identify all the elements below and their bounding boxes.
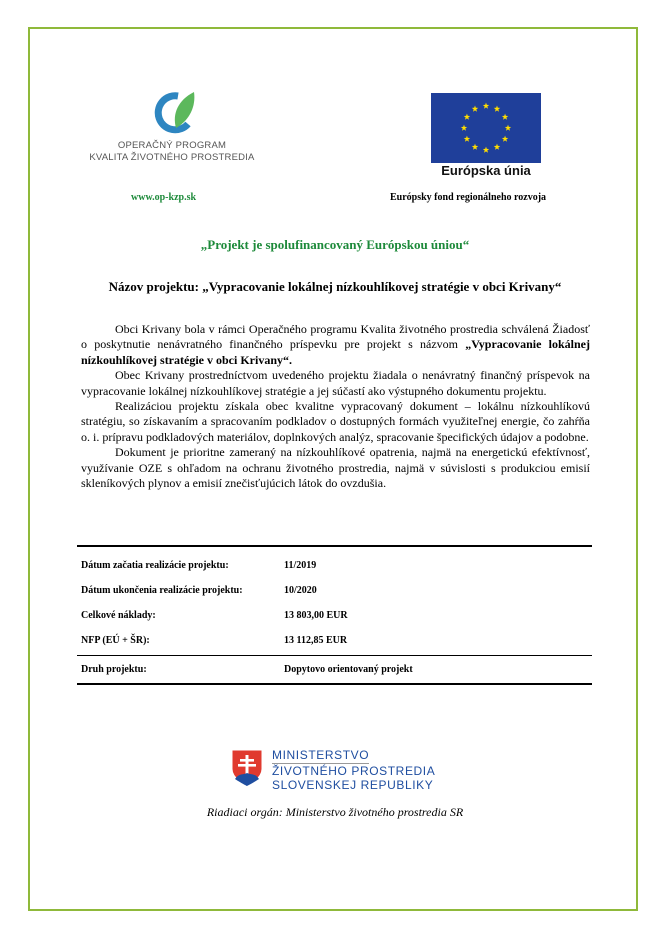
table-row: [77, 553, 592, 578]
managing-authority: Riadiaci orgán: Ministerstvo životného prostredia SR: [206, 805, 464, 819]
eu-label: Európska únia: [441, 163, 531, 178]
table-row: [77, 655, 592, 683]
op-logo-line: OPERAČNÝ PROGRAM: [117, 140, 227, 151]
op-url-link[interactable]: www.op-kzp.sk: [131, 192, 197, 203]
paragraph: Realizáciou projektu získala obec kvalitne vypracovaný dokument – lokálnu nízkouhlíkovú stratégiu, so získavaním a spracovaním podkladov o dostupných formách využiteľnej energie, čo zahŕňa o. i. prípravu podkladových materiálov, doplnkových analýz, spracovanie špecifických údajov a podobne.: [81, 399, 590, 444]
paragraph: Dokument je prioritne zameraný na nízkouhlíkové opatrenia, najmä na energetickú efektívnosť, využívanie OZE s ohľadom na ochranu životného prostredia, najmä v súvislosti s produkciou emisií skleníkových plynov a emisií znečisťujúcich látok do ovzdušia.: [81, 445, 590, 491]
row-value: 10/2020: [284, 585, 317, 596]
op-logo-text: [62, 140, 282, 164]
paragraph-text: Obci Krivany bola v rámci Operačného programu Kvalita životného prostredia schválená Žiadosť o poskytnutie nenávratného finančného príspevku pre projekt s názvom: [81, 322, 590, 352]
op-logo-line: KVALITA ŽIVOTNÉHO PROSTREDIA: [89, 152, 255, 163]
row-value: 11/2019: [284, 560, 317, 571]
row-label: Dátum začatia realizácie projektu:: [81, 560, 229, 571]
eu-fund-label: Európsky fond regionálneho rozvoja: [390, 192, 547, 203]
ministry-line: SLOVENSKEJ REPUBLIKY: [272, 778, 434, 792]
cofinanced-heading: „Projekt je spolufinancovaný Európskou úniou“: [200, 237, 470, 252]
table-row: [77, 578, 592, 603]
op-kzp-logo-icon: [148, 88, 198, 136]
paragraph-bold: „Vypracovanie lokálnej nízkouhlíkovej stratégie v obci Krivany“.: [81, 337, 590, 367]
eu-flag-icon: [431, 93, 541, 163]
table-row: [77, 628, 592, 653]
project-title: Názov projektu: „Vypracovanie lokálnej nízkouhlíkovej stratégie v obci Krivany“: [108, 279, 562, 294]
row-value: 13 803,00 EUR: [284, 610, 348, 621]
ministry-line: MINISTERSTVO: [272, 748, 370, 762]
row-value: Dopytovo orientovaný projekt: [284, 664, 413, 675]
paragraph: Obec Krivany prostredníctvom uvedeného projektu žiadala o nenávratný finančný príspevok na vypracovanie lokálnej nízkouhlíkovej stratégie a jej súčastí ako výstupného dokumentu projektu.: [81, 368, 590, 398]
row-label: Celkové náklady:: [81, 610, 156, 621]
slovak-crest-icon: [231, 749, 263, 787]
row-label: Dátum ukončenia realizácie projektu:: [81, 585, 243, 596]
paragraph: [81, 322, 590, 368]
row-value: 13 112,85 EUR: [284, 635, 348, 646]
table-row: [77, 603, 592, 628]
ministry-line: ŽIVOTNÉHO PROSTREDIA: [272, 764, 436, 778]
row-label: NFP (EÚ + ŠR):: [81, 635, 150, 646]
project-description: [81, 322, 590, 491]
ministry-logo-text: [272, 748, 435, 792]
row-label: Druh projektu:: [81, 664, 147, 675]
project-info-table: [77, 545, 592, 685]
